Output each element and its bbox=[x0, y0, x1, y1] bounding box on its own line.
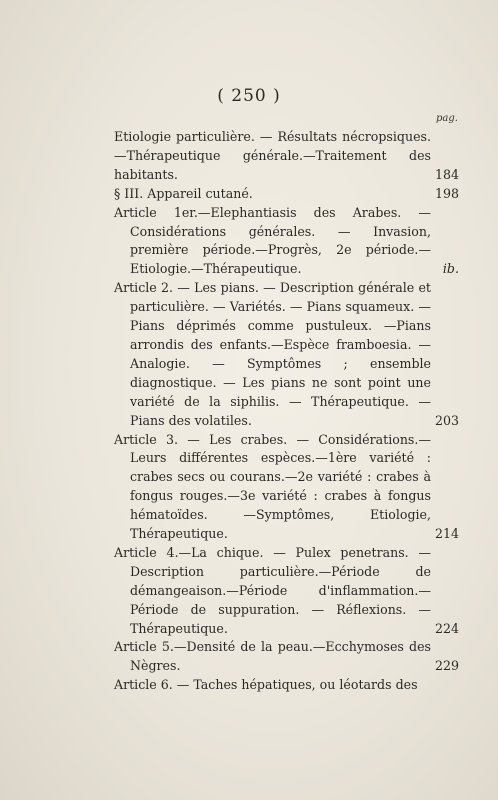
toc-entry-page: 203 bbox=[434, 412, 459, 428]
toc-entry-text: Article 1er.—Elephantiasis des Arabes. — Considérations générales. — Invasion, première période.—Progrès, 2e période.—Etiologie.—Thérapeutique. bbox=[114, 204, 431, 277]
toc-entry-page: 198 bbox=[434, 185, 459, 201]
toc-entry-text: Article 5.—Densité de la peau.—Ecchymoses des Nègres. bbox=[114, 639, 431, 674]
toc-entry-page: 184 bbox=[434, 166, 459, 182]
toc-entry bbox=[114, 638, 459, 676]
toc-entry-page: 229 bbox=[434, 658, 459, 674]
page-number: ( 250 ) bbox=[217, 86, 281, 106]
toc-entry bbox=[114, 676, 459, 695]
table-of-contents bbox=[114, 128, 459, 695]
toc-entry bbox=[114, 279, 459, 430]
page-column-label: pag. bbox=[436, 113, 458, 124]
toc-entry-page: 224 bbox=[434, 620, 459, 636]
toc-entry-page: 214 bbox=[434, 526, 459, 542]
toc-entry-text: Etiologie particulière. — Résultats nécropsiques.—Thérapeutique générale.—Traitement des habitants. bbox=[114, 129, 431, 182]
toc-entry bbox=[114, 185, 459, 204]
toc-entry bbox=[114, 544, 459, 639]
toc-entry bbox=[114, 204, 459, 280]
toc-entry bbox=[114, 431, 459, 544]
toc-entry-text: Article 3. — Les crabes. — Considérations.— Leurs différentes espèces.—1ère variété : crabes secs ou courans.—2e variété : crabes à fongus rouges.—3e variété : crabes à fongus hématoïdes. —Symptômes, Etiologie, Thérapeutique. bbox=[114, 431, 431, 542]
toc-entry-page: ib. bbox=[442, 261, 459, 277]
toc-entry-text: Article 2. — Les pians. — Description générale et particulière. — Variétés. — Pians squameux. — Pians déprimés comme pustuleux. —Pians arrondis des enfants.—Espèce framboesia. — Analogie. — Symptômes ; ensemble diagnostique. — Les pians ne sont point une variété de la siphilis. — Thérapeutique. — Pians des volatiles. bbox=[114, 280, 431, 428]
toc-entry bbox=[114, 128, 459, 185]
toc-entry-text: Article 6. — Taches hépatiques, ou léotards des bbox=[114, 677, 418, 693]
toc-entry-text: § III. Appareil cutané. bbox=[114, 185, 253, 201]
toc-entry-text: Article 4.—La chique. — Pulex penetrans. — Description particulière.—Période de démangeaison.—Période d'inflammation.—Période de suppuration. — Réflexions. — Thérapeutique. bbox=[114, 544, 431, 636]
